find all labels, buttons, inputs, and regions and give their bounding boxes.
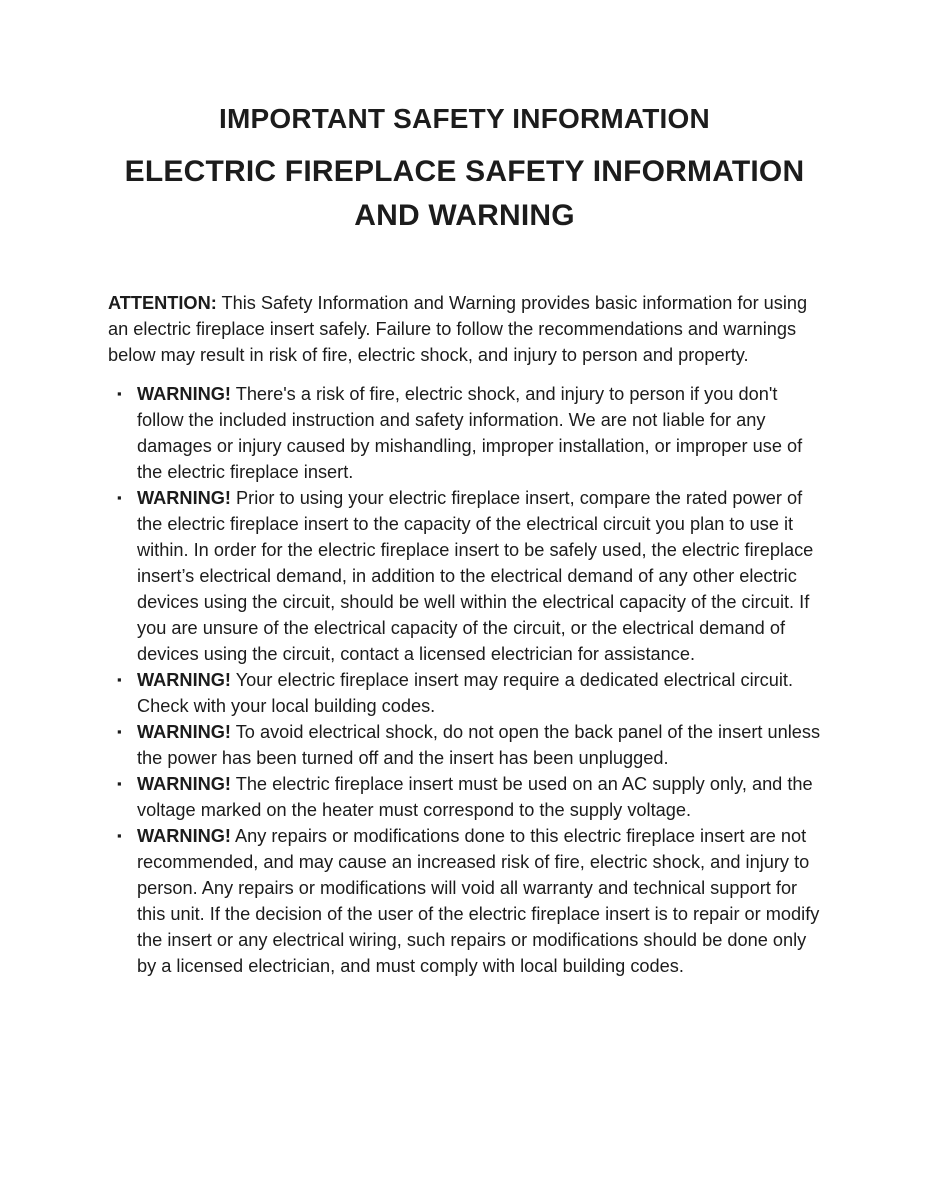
bullet-icon: ▪: [117, 828, 122, 843]
warning-label: WARNING!: [137, 670, 231, 690]
warning-list-item: [108, 719, 821, 771]
warning-text: The electric fireplace insert must be used on an AC supply only, and the voltage marked on the heater must correspond to the supply voltage.: [137, 774, 813, 820]
warning-text: Any repairs or modifications done to this electric fireplace insert are not recommended, and may cause an increased risk of fire, electric shock, and injury to person. Any repairs or modifications will void all warranty and technical support for this unit. If the decision of the user of the electric fireplace insert is to repair or modify the insert or any electrical wiring, such repairs or modifications should be done only by a licensed electrician, and must comply with local building codes.: [137, 826, 820, 976]
warning-list-item: [108, 485, 821, 667]
warning-label: WARNING!: [137, 722, 231, 742]
page-subtitle: ELECTRIC FIREPLACE SAFETY INFORMATION AND WARNING: [124, 155, 805, 232]
warning-list-item: [108, 667, 821, 719]
warning-list-item: [108, 823, 821, 979]
warning-label: WARNING!: [137, 774, 231, 794]
bullet-icon: ▪: [117, 724, 122, 739]
warning-text: There's a risk of fire, electric shock, and injury to person if you don't follow the included instruction and safety information. We are not liable for any damages or injury caused by mishandling, improper installation, or improper use of the electric fireplace insert.: [137, 384, 803, 482]
warning-text: Your electric fireplace insert may require a dedicated electrical circuit. Check with your local building codes.: [137, 670, 794, 716]
warning-list-item: [108, 381, 821, 485]
attention-text: This Safety Information and Warning provides basic information for using an electric fireplace insert safely. Failure to follow the recommendations and warnings below may result in risk of fire, electric shock, and injury to person and property.: [108, 293, 808, 365]
warning-label: WARNING!: [137, 384, 231, 404]
page-title: IMPORTANT SAFETY INFORMATION: [219, 103, 710, 134]
bullet-icon: ▪: [117, 386, 122, 401]
warning-label: WARNING!: [137, 826, 231, 846]
bullet-icon: ▪: [117, 672, 122, 687]
bullet-icon: ▪: [117, 776, 122, 791]
warning-text: Prior to using your electric fireplace insert, compare the rated power of the electric fireplace insert to the capacity of the electrical circuit you plan to use it within. In order for the electric fireplace insert to be safely used, the electric fireplace insert’s electrical demand, in addition to the electrical demand of any other electric devices using the circuit, should be well within the electrical capacity of the circuit. If you are unsure of the electrical capacity of the circuit, or the electrical demand of devices using the circuit, contact a licensed electrician for assistance.: [137, 488, 814, 664]
warning-list-item: [108, 771, 821, 823]
warning-text: To avoid electrical shock, do not open the back panel of the insert unless the power has been turned off and the insert has been unplugged.: [137, 722, 821, 768]
bullet-icon: ▪: [117, 490, 122, 505]
warning-list: [108, 381, 821, 979]
warning-label: WARNING!: [137, 488, 231, 508]
attention-label: ATTENTION:: [108, 293, 217, 313]
attention-paragraph: [108, 290, 821, 368]
